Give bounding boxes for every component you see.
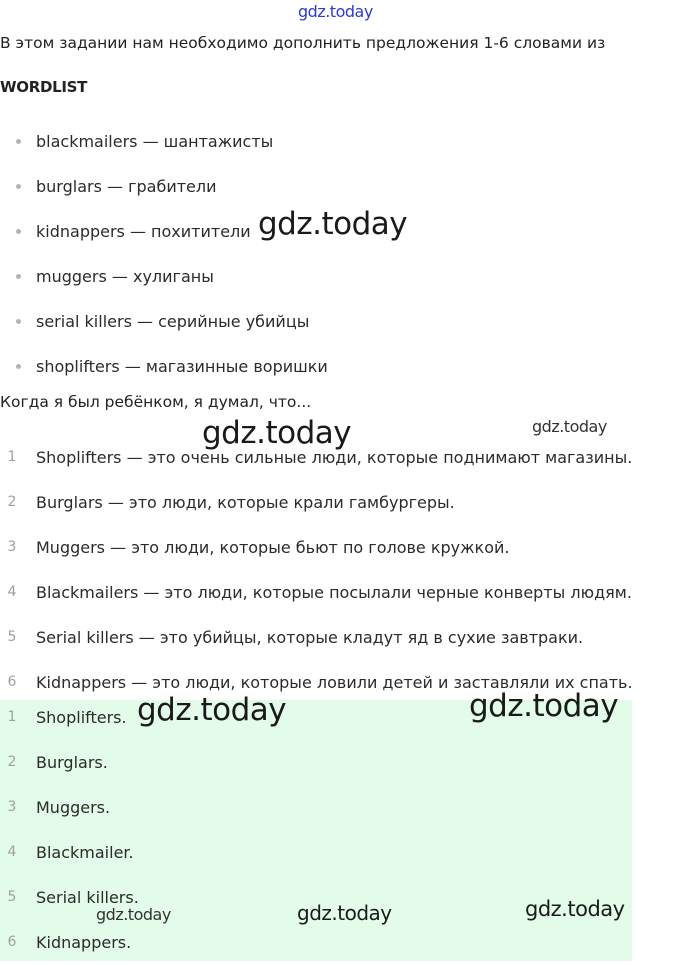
answer-text: Shoplifters. [36, 708, 127, 727]
item-number: 2 [7, 754, 17, 770]
bullet-icon [16, 319, 21, 324]
item-number: 2 [7, 494, 17, 510]
question-text: Serial killers — это убийцы, которые кладут яд в сухие завтраки. [36, 628, 584, 647]
watermark-overlay: gdz.today [202, 415, 352, 451]
bullet-icon [16, 139, 21, 144]
wordlist-heading: WORDLIST [0, 78, 88, 96]
answer-item [0, 920, 139, 965]
answer-text: Kidnappers. [36, 933, 132, 952]
answer-text: Burglars. [36, 753, 108, 772]
item-number: 1 [7, 709, 17, 725]
question-item [0, 480, 633, 525]
item-number: 4 [7, 844, 17, 860]
list-item-text: burglars — грабители [36, 177, 217, 196]
bullet-icon [16, 184, 21, 189]
item-number: 1 [7, 449, 17, 465]
question-text: Blackmailers — это люди, которые посылали черные конверты людям. [36, 583, 632, 602]
watermark-overlay: gdz.today [137, 692, 287, 728]
list-item-text: blackmailers — шантажисты [36, 132, 274, 151]
answer-text: Muggers. [36, 798, 111, 817]
list-item-text: muggers — хулиганы [36, 267, 214, 286]
list-item-text: serial killers — серийные убийцы [36, 312, 310, 331]
watermark-top: gdz.today [298, 2, 373, 21]
list-item [0, 119, 328, 164]
answer-item [0, 830, 139, 875]
question-text: Shoplifters — это очень сильные люди, которые поднимают магазины. [36, 448, 633, 467]
item-number: 5 [7, 629, 17, 645]
bullet-icon [16, 364, 21, 369]
questions-list [0, 435, 633, 705]
answer-text: Blackmailer. [36, 843, 134, 862]
wordlist [0, 119, 328, 389]
answer-item [0, 695, 139, 740]
question-item [0, 525, 633, 570]
answer-item [0, 785, 139, 830]
question-item [0, 615, 633, 660]
watermark-overlay: gdz.today [96, 905, 171, 924]
answer-item [0, 740, 139, 785]
list-item [0, 344, 328, 389]
question-text: Burglars — это люди, которые крали гамбургеры. [36, 493, 455, 512]
list-item [0, 299, 328, 344]
item-number: 3 [7, 539, 17, 555]
item-number: 5 [7, 889, 17, 905]
item-number: 3 [7, 799, 17, 815]
item-number: 6 [7, 934, 17, 950]
question-text: Kidnappers — это люди, которые ловили детей и заставляли их спать. [36, 673, 633, 692]
watermark-overlay: gdz.today [525, 897, 625, 921]
watermark-overlay: gdz.today [532, 417, 607, 436]
question-text: Muggers — это люди, которые бьют по голове кружкой. [36, 538, 510, 557]
list-item-text: shoplifters — магазинные воришки [36, 357, 328, 376]
answer-text: Serial killers. [36, 888, 139, 907]
intro-text: В этом задании нам необходимо дополнить предложения 1-6 словами из [0, 34, 606, 52]
watermark-overlay: gdz.today [297, 901, 392, 925]
list-item [0, 164, 328, 209]
bullet-icon [16, 229, 21, 234]
bullet-icon [16, 274, 21, 279]
list-item [0, 254, 328, 299]
question-item [0, 570, 633, 615]
watermark-overlay: gdz.today [258, 206, 408, 242]
list-item-text: kidnappers — похитители [36, 222, 251, 241]
item-number: 6 [7, 674, 17, 690]
watermark-overlay: gdz.today [469, 688, 619, 724]
lead-text: Когда я был ребёнком, я думал, что... [0, 393, 312, 411]
item-number: 4 [7, 584, 17, 600]
answers-list [0, 695, 139, 965]
